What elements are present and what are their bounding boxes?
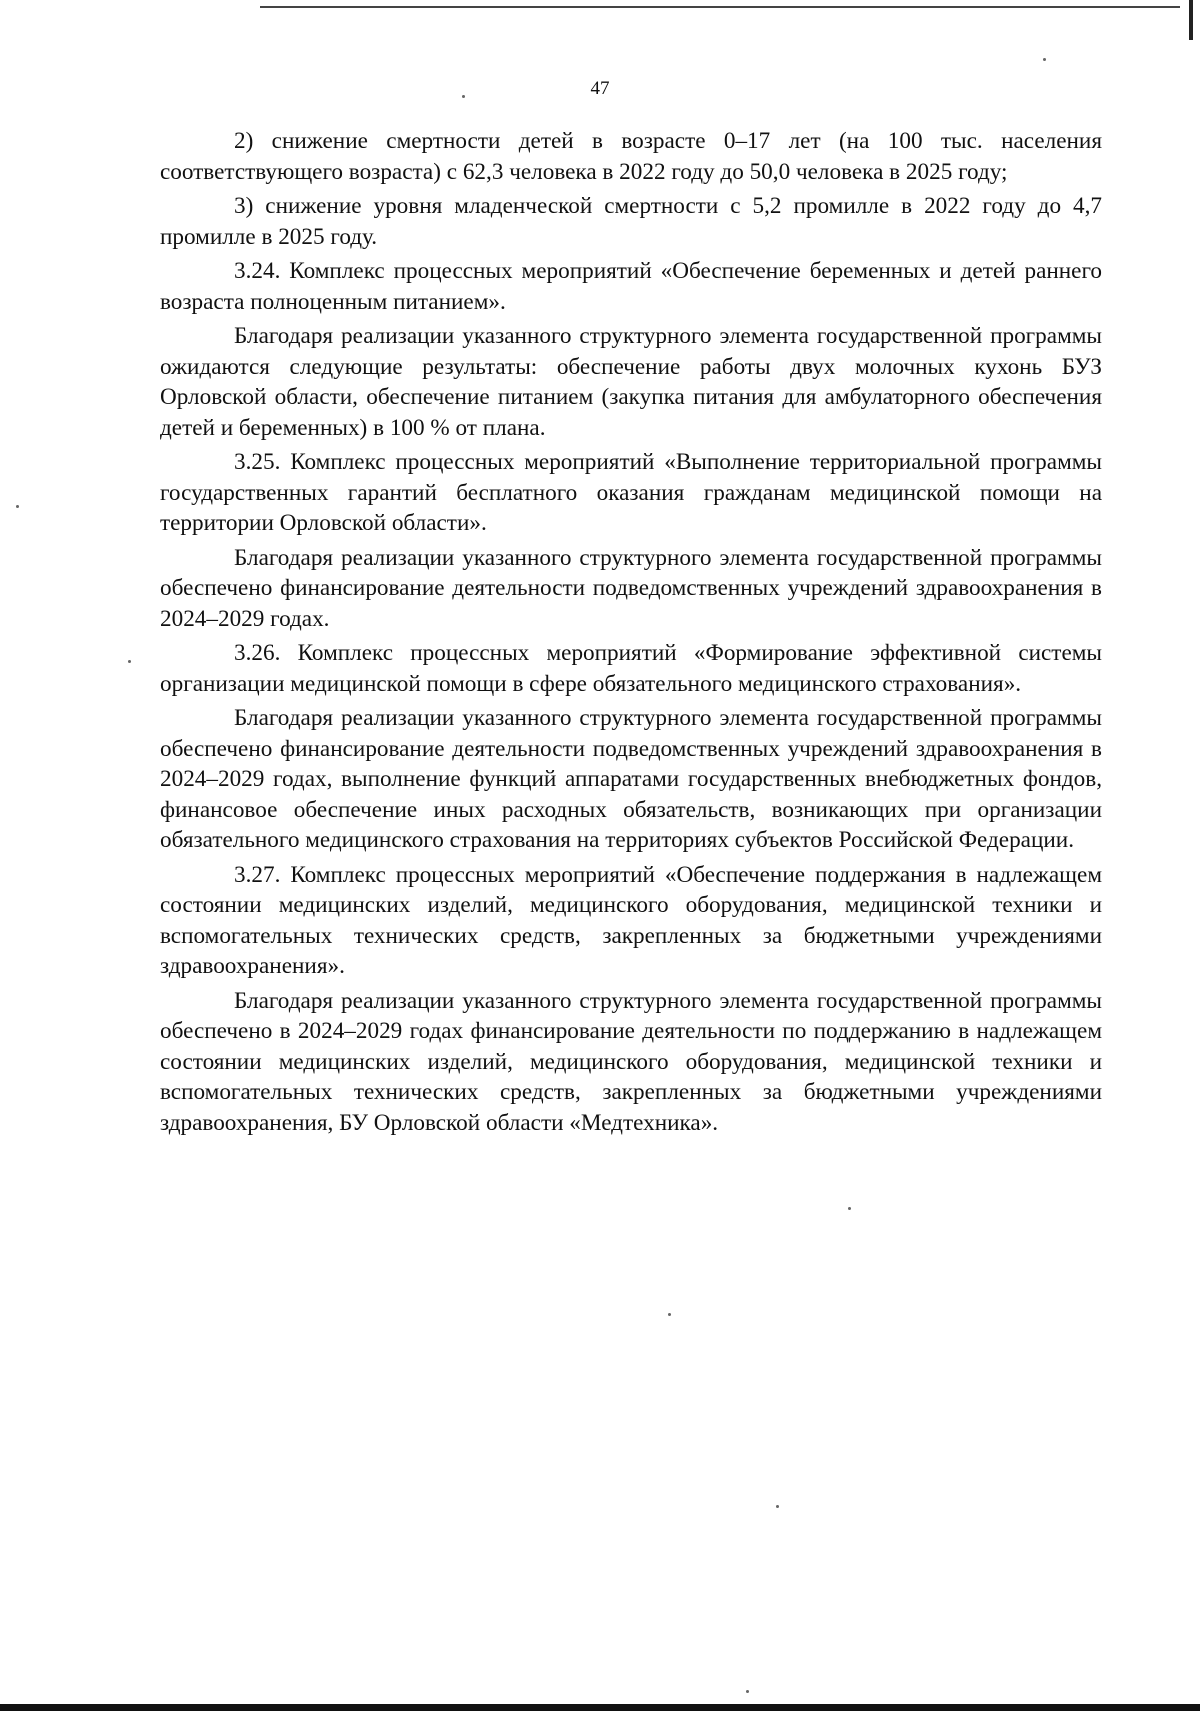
section-3-26-body: Благодаря реализации указанного структурного элемента государственной программы обеспечено финансирование деятельности подведомственных учреждений здравоохранения в 2024–2029 годах, выполнение функций аппаратами государственных внебюджетных фондов, финансовое обеспечение иных расходных обязательств, возникающих при организации обязательного медицинского страхования на территориях субъектов Российской Федерации. bbox=[160, 705, 1102, 853]
scan-speck bbox=[776, 1505, 779, 1508]
scan-top-border bbox=[260, 6, 1180, 8]
section-3-24-heading: 3.24. Комплекс процессных мероприятий «Обеспечение беременных и детей раннего возраста полноценным питанием». bbox=[160, 258, 1102, 315]
section-3-27-heading: 3.27. Комплекс процессных мероприятий «Обеспечение поддержания в надлежащем состоянии медицинских изделий, медицинского оборудования, медицинской техники и вспомогательных технических средств, закрепленных за бюджетными учреждениями здравоохранения». bbox=[160, 861, 1102, 979]
section-3-25-body: Благодаря реализации указанного структурного элемента государственной программы обеспечено финансирование деятельности подведомственных учреждений здравоохранения в 2024–2029 годах. bbox=[160, 544, 1102, 632]
document-body bbox=[160, 126, 1102, 1142]
section-3-24-body: Благодаря реализации указанного структурного элемента государственной программы ожидаются следующие результаты: обеспечение работы двух молочных кухонь БУЗ Орловской области, обеспечение питанием (закупка питания для амбулаторного обеспечения детей и беременных) в 100 % от плана. bbox=[160, 323, 1102, 441]
section-3-26-heading: 3.26. Комплекс процессных мероприятий «Формирование эффективной системы организации медицинской помощи в сфере обязательного медицинского страхования». bbox=[160, 640, 1102, 697]
section-3-27-body: Благодаря реализации указанного структурного элемента государственной программы обеспечено в 2024–2029 годах финансирование деятельности по поддержанию в надлежащем состоянии медицинских изделий, медицинского оборудования, медицинской техники и вспомогательных технических средств, закрепленных за бюджетными учреждениями здравоохранения, БУ Орловской области «Медтехника». bbox=[160, 987, 1102, 1136]
section-3-25-heading: 3.25. Комплекс процессных мероприятий «Выполнение территориальной программы государственных гарантий бесплатного оказания гражданам медицинской помощи на территории Орловской области». bbox=[160, 449, 1102, 536]
scan-speck bbox=[668, 1313, 671, 1316]
scan-speck bbox=[16, 505, 19, 508]
scan-speck bbox=[746, 1690, 749, 1693]
scan-bottom-edge bbox=[0, 1704, 1200, 1711]
scan-speck bbox=[1043, 58, 1046, 61]
result-item-2: 2) снижение смертности детей в возрасте 0–17 лет (на 100 тыс. населения соответствующего возраста) с 62,3 человека в 2022 году до 50,0 человека в 2025 году; bbox=[160, 128, 1102, 185]
scan-speck bbox=[128, 660, 131, 663]
result-item-3: 3) снижение уровня младенческой смертности с 5,2 промилле в 2022 году до 4,7 промилле в 2025 году. bbox=[160, 193, 1102, 250]
page-number: 47 bbox=[590, 78, 610, 99]
scan-right-edge bbox=[1189, 0, 1193, 40]
scan-speck bbox=[848, 1207, 851, 1210]
